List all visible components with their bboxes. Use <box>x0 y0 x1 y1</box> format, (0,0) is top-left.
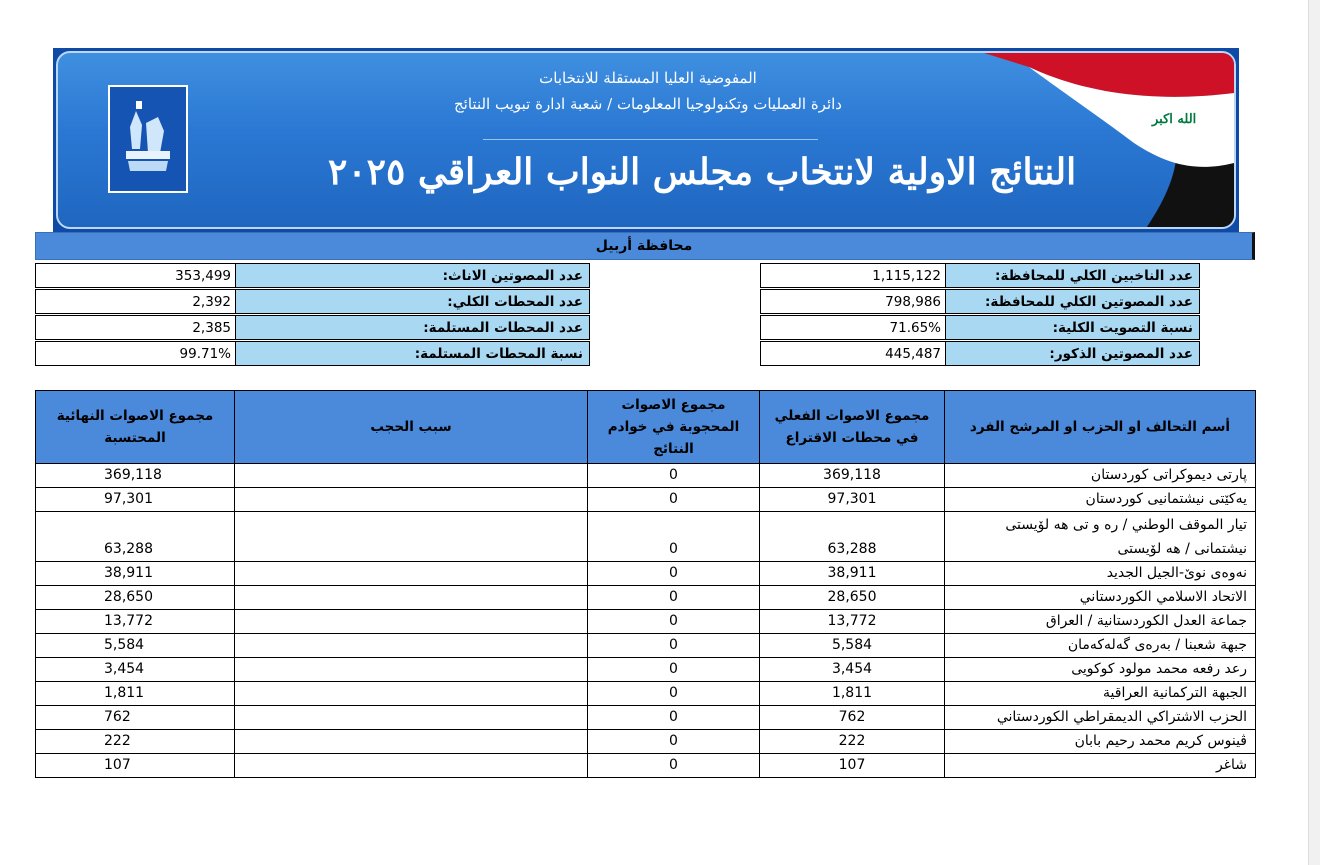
final-votes: 97,301 <box>36 488 235 512</box>
department-name: دائرة العمليات وتكنولوجيا المعلومات / شعبة ادارة تبويب النتائج <box>453 95 842 113</box>
final-votes: 3,454 <box>36 658 235 682</box>
final-votes: 1,811 <box>36 682 235 706</box>
stat-label: عدد المحطات الكلي: <box>235 289 590 314</box>
withhold-reason <box>235 512 588 562</box>
summary-row <box>760 341 1200 366</box>
flag-text: الله اكبر <box>1152 112 1197 127</box>
withheld-votes: 0 <box>588 610 760 634</box>
actual-votes: 13,772 <box>760 610 945 634</box>
summary-row <box>760 263 1200 288</box>
party-name: ڤينوس كريم محمد رحيم بابان <box>945 730 1256 754</box>
stat-value: 2,392 <box>35 289 235 314</box>
withheld-votes: 0 <box>588 706 760 730</box>
table-row <box>36 658 1256 682</box>
party-name: تيار الموقف الوطني / ره و تی هه لۆيستی نيشتمانی / هه لۆيستی <box>945 512 1256 562</box>
final-votes: 222 <box>36 730 235 754</box>
table-row <box>36 706 1256 730</box>
stat-label: عدد المصوتين الذكور: <box>945 341 1200 366</box>
withheld-votes: 0 <box>588 754 760 778</box>
summary-row <box>35 341 590 366</box>
actual-votes: 5,584 <box>760 634 945 658</box>
actual-votes: 28,650 <box>760 586 945 610</box>
actual-votes: 97,301 <box>760 488 945 512</box>
withheld-votes: 0 <box>588 586 760 610</box>
table-row <box>36 464 1256 488</box>
party-name: نەوەی نوێ-الجيل الجديد <box>945 562 1256 586</box>
summary-row <box>35 315 590 340</box>
withhold-reason <box>235 754 588 778</box>
final-votes: 38,911 <box>36 562 235 586</box>
col-header-reason: سبب الحجب <box>235 391 588 464</box>
table-row <box>36 730 1256 754</box>
table-header-row <box>36 391 1256 464</box>
withhold-reason <box>235 634 588 658</box>
results-table <box>35 390 1256 778</box>
actual-votes: 38,911 <box>760 562 945 586</box>
summary-right <box>760 263 1200 367</box>
stat-value: 445,487 <box>760 341 945 366</box>
col-header-final: مجموع الاصوات النهائية المحتسبة <box>36 391 235 464</box>
final-votes: 762 <box>36 706 235 730</box>
stat-label: عدد المصوتين الكلي للمحافظة: <box>945 289 1200 314</box>
withheld-votes: 0 <box>588 730 760 754</box>
final-votes: 63,288 <box>36 512 235 562</box>
stat-label: عدد المحطات المستلمة: <box>235 315 590 340</box>
party-name: الجبهة التركمانية العراقية <box>945 682 1256 706</box>
withheld-votes: 0 <box>588 682 760 706</box>
party-name: پارتی ديموكراتی كوردستان <box>945 464 1256 488</box>
stat-label: نسبة المحطات المستلمة: <box>235 341 590 366</box>
withheld-votes: 0 <box>588 512 760 562</box>
final-votes: 107 <box>36 754 235 778</box>
stat-value: 798,986 <box>760 289 945 314</box>
stat-label: عدد الناخبين الكلي للمحافظة: <box>945 263 1200 288</box>
summary-row <box>760 289 1200 314</box>
actual-votes: 762 <box>760 706 945 730</box>
withhold-reason <box>235 562 588 586</box>
banner-panel <box>56 51 1236 229</box>
withhold-reason <box>235 586 588 610</box>
withhold-reason <box>235 658 588 682</box>
party-name: رعد رفعه محمد مولود كوكويی <box>945 658 1256 682</box>
final-votes: 13,772 <box>36 610 235 634</box>
table-row <box>36 754 1256 778</box>
table-row <box>36 562 1256 586</box>
withhold-reason <box>235 464 588 488</box>
stat-value: 1,115,122 <box>760 263 945 288</box>
actual-votes: 369,118 <box>760 464 945 488</box>
stat-value: 99.71% <box>35 341 235 366</box>
stat-value: 71.65% <box>760 315 945 340</box>
commission-logo <box>108 85 188 193</box>
actual-votes: 1,811 <box>760 682 945 706</box>
actual-votes: 222 <box>760 730 945 754</box>
withhold-reason <box>235 488 588 512</box>
summary-row <box>760 315 1200 340</box>
summary-left <box>35 263 590 367</box>
withheld-votes: 0 <box>588 562 760 586</box>
final-votes: 28,650 <box>36 586 235 610</box>
party-name: الاتحاد الاسلامي الكوردستاني <box>945 586 1256 610</box>
table-row <box>36 682 1256 706</box>
summary-row <box>35 263 590 288</box>
iraq-flag-icon <box>934 53 1234 229</box>
ballot-logo-icon <box>110 87 186 191</box>
page-title: النتائج الاولية لانتخاب مجلس النواب العراقي ٢٠٢٥ <box>328 151 1077 193</box>
withheld-votes: 0 <box>588 634 760 658</box>
page-edge <box>1308 0 1320 865</box>
province-title: محافظة أربيل <box>35 232 1255 260</box>
party-name: جبهة شعبنا / بەرەی گەلەكەمان <box>945 634 1256 658</box>
withheld-votes: 0 <box>588 488 760 512</box>
header-banner <box>53 48 1239 232</box>
actual-votes: 107 <box>760 754 945 778</box>
withhold-reason <box>235 706 588 730</box>
table-row <box>36 512 1256 562</box>
col-header-name: أسم التحالف او الحزب او المرشح الفرد <box>945 391 1256 464</box>
stat-value: 353,499 <box>35 263 235 288</box>
party-name: شاغر <box>945 754 1256 778</box>
withheld-votes: 0 <box>588 658 760 682</box>
table-row <box>36 634 1256 658</box>
table-row <box>36 488 1256 512</box>
final-votes: 369,118 <box>36 464 235 488</box>
stat-label: عدد المصوتين الاناث: <box>235 263 590 288</box>
actual-votes: 63,288 <box>760 512 945 562</box>
table-row <box>36 586 1256 610</box>
col-header-actual: مجموع الاصوات الفعلي في محطات الاقتراع <box>760 391 945 464</box>
org-name: المفوضية العليا المستقلة للانتخابات <box>539 69 757 87</box>
table-row <box>36 610 1256 634</box>
stat-label: نسبة التصويت الكلية: <box>945 315 1200 340</box>
withhold-reason <box>235 610 588 634</box>
party-name: الحزب الاشتراكي الديمقراطي الكوردستاني <box>945 706 1256 730</box>
divider <box>483 139 818 140</box>
party-name: يەكێتی نيشتمانيی كوردستان <box>945 488 1256 512</box>
withhold-reason <box>235 682 588 706</box>
final-votes: 5,584 <box>36 634 235 658</box>
stat-value: 2,385 <box>35 315 235 340</box>
withhold-reason <box>235 730 588 754</box>
actual-votes: 3,454 <box>760 658 945 682</box>
party-name: جماعة العدل الكوردستانية / العراق <box>945 610 1256 634</box>
col-header-withheld: مجموع الاصوات المحجوبة في خوادم النتائج <box>588 391 760 464</box>
withheld-votes: 0 <box>588 464 760 488</box>
summary-row <box>35 289 590 314</box>
